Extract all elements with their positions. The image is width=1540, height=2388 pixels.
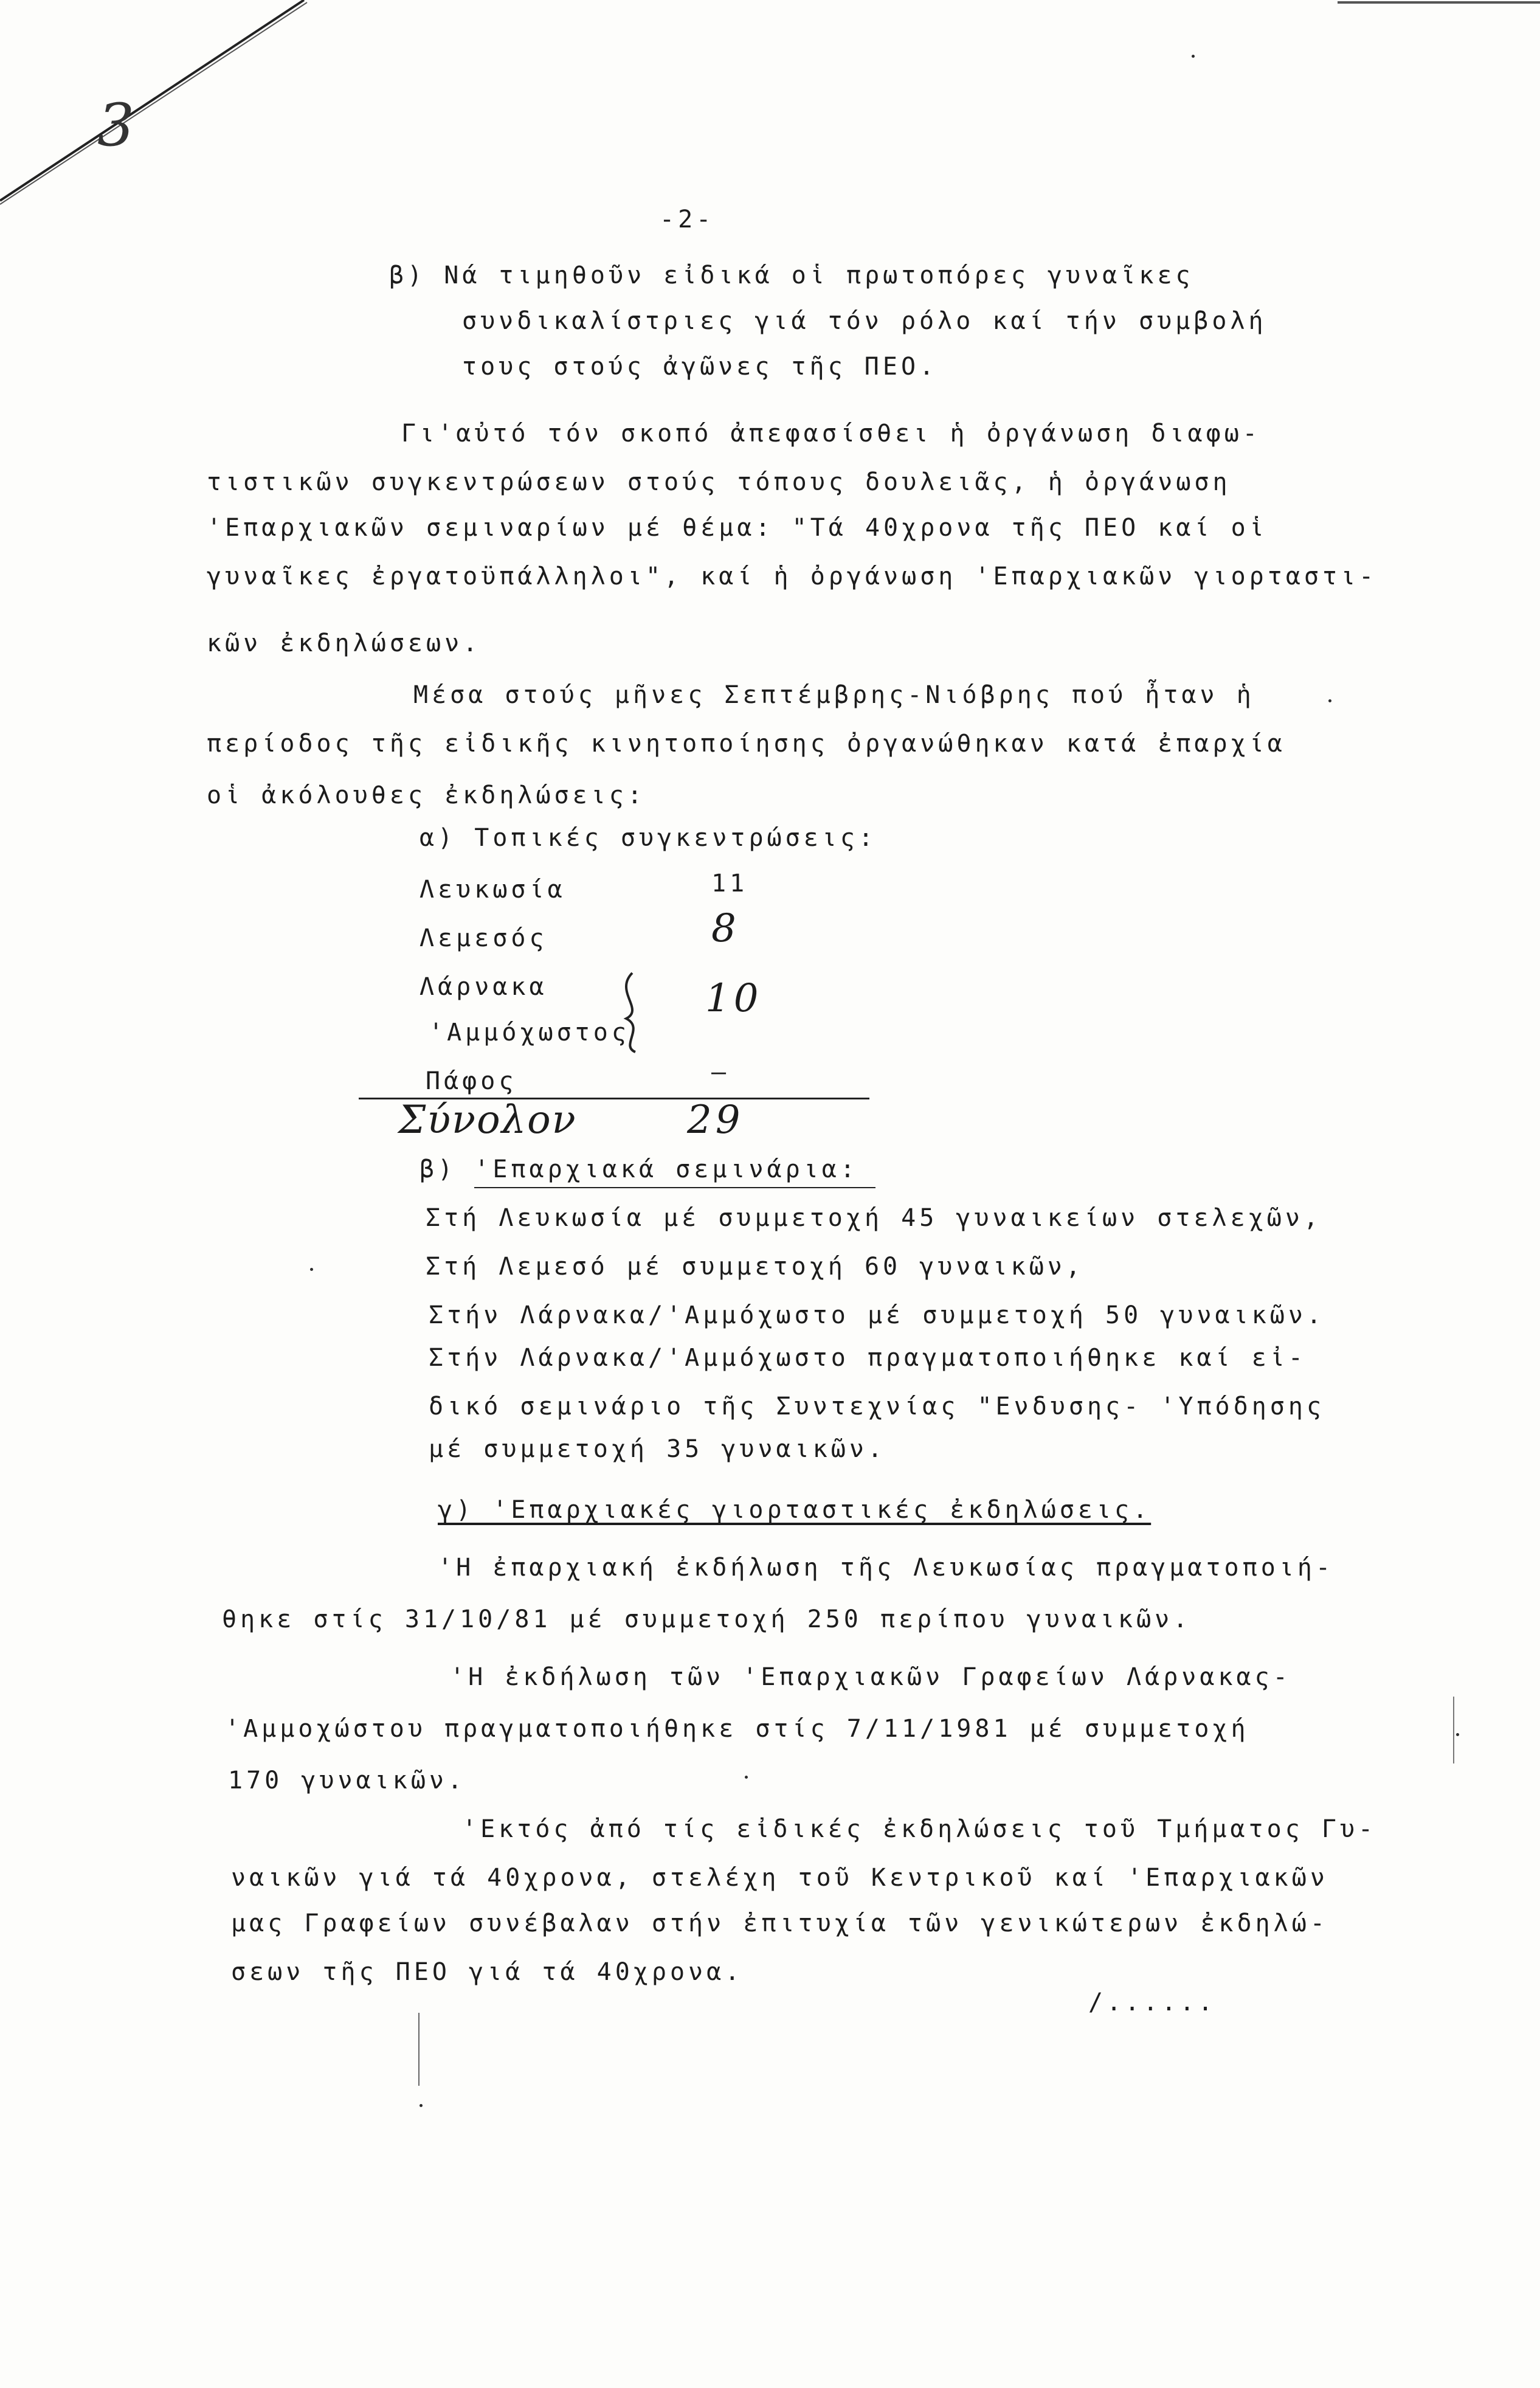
- place-larnaca: Λάρνακα: [420, 973, 548, 1001]
- scan-speck: [1456, 1733, 1459, 1736]
- section-b-line-1: Στή Λευκωσία μέ συμμετοχή 45 γυναικείων στελεχῶν,: [426, 1204, 1322, 1232]
- scan-speck: [745, 1776, 748, 1779]
- section-b-line-2: Στή Λεμεσό μέ συμμετοχή 60 γυναικῶν,: [426, 1253, 1084, 1281]
- continuation-mark: /......: [1088, 1988, 1217, 2016]
- section-c-para2-line-3: 170 γυναικῶν.: [228, 1767, 466, 1794]
- total-value: 29: [687, 1098, 744, 1143]
- place-nicosia: Λευκωσία: [420, 876, 566, 904]
- purpose-line-3: 'Επαρχιακῶν σεμιναρίων μέ θέμα: "Τά 40χρονα τῆς ΠΕΟ καί οἱ: [207, 514, 1268, 542]
- item-b-line-1: β) Νά τιμηθοῦν εἰδικά οἱ πρωτοπόρες γυναῖκες: [389, 261, 1194, 289]
- place-famagusta: 'Αμμόχωστος: [429, 1019, 630, 1047]
- grouping-brace: [608, 967, 657, 1058]
- count-larnaca-famagusta: 10: [705, 976, 762, 1021]
- count-limassol: 8: [711, 906, 740, 951]
- closing-line-1: 'Εκτός ἀπό τίς εἰδικές ἐκδηλώσεις τοῦ Τμήματος Γυ-: [462, 1815, 1377, 1843]
- purpose-line-5: κῶν ἐκδηλώσεων.: [207, 629, 482, 657]
- purpose-line-2: τιστικῶν συγκεντρώσεων στούς τόπους δουλειᾶς, ἡ ὀργάνωση: [207, 468, 1231, 496]
- top-scan-edge: [1338, 1, 1540, 4]
- period-line-2: περίοδος τῆς εἰδικῆς κινητοποίησης ὀργανώθηκαν κατά ἐπαρχία: [207, 730, 1286, 758]
- corner-scan-line: [0, 0, 316, 207]
- place-paphos: Πάφος: [426, 1067, 517, 1095]
- section-c-para1-line-2: θηκε στίς 31/10/81 μέ συμμετοχή 250 περίπου γυναικῶν.: [222, 1605, 1192, 1633]
- section-c-para2-line-1: 'Η ἐκδήλωση τῶν 'Επαρχιακῶν Γραφείων Λάρνακας-: [450, 1663, 1291, 1691]
- closing-line-4: σεων τῆς ΠΕΟ γιά τά 40χρονα.: [231, 1958, 744, 1986]
- section-b-line-6: μέ συμμετοχή 35 γυναικῶν.: [429, 1435, 886, 1463]
- section-c-para2-line-2: 'Αμμοχώστου πραγματοποιήθηκε στίς 7/11/1981 μέ συμμετοχή: [225, 1715, 1249, 1743]
- purpose-line-1: Γι'αὐτό τόν σκοπό ἀπεφασίσθει ἡ ὀργάνωση διαφω-: [401, 420, 1261, 448]
- scan-speck: [310, 1268, 313, 1271]
- scan-speck: [1328, 699, 1331, 702]
- section-c-heading: γ) 'Επαρχιακές γιορταστικές ἐκδηλώσεις.: [438, 1496, 1152, 1524]
- place-limassol: Λεμεσός: [420, 924, 548, 952]
- item-b-line-3: τους στούς ἀγῶνες τῆς ΠΕΟ.: [462, 353, 938, 381]
- section-b-heading: β) 'Επαρχιακά σεμινάρια:: [420, 1155, 858, 1183]
- corner-mark: 3: [97, 91, 135, 159]
- section-b-line-3: Στήν Λάρνακα/'Αμμόχωστο μέ συμμετοχή 50 γυναικῶν.: [429, 1301, 1325, 1329]
- closing-line-3: μας Γραφείων συνέβαλαν στήν ἐπιτυχία τῶν γενικώτερων ἐκδηλώ-: [231, 1909, 1328, 1937]
- period-line-3: οἱ ἀκόλουθες ἐκδηλώσεις:: [207, 781, 646, 809]
- section-c-para1-line-1: 'Η ἐπαρχιακή ἐκδήλωση τῆς Λευκωσίας πραγματοποιή-: [438, 1554, 1335, 1582]
- section-b-underline: [474, 1187, 875, 1188]
- scan-speck: [420, 2104, 423, 2107]
- total-label: Σύνολον: [398, 1098, 577, 1143]
- scan-mark-right: [1453, 1697, 1454, 1763]
- count-paphos: —: [711, 1058, 730, 1086]
- item-b-line-2: συνδικαλίστριες γιά τόν ρόλο καί τήν συμβολή: [462, 307, 1267, 335]
- scan-mark-vertical: [418, 2013, 420, 2086]
- section-b-line-4: Στήν Λάρνακα/'Αμμόχωστο πραγματοποιήθηκε καί εἰ-: [429, 1344, 1307, 1372]
- page-number: -2-: [660, 206, 715, 234]
- section-b-line-5: δικό σεμινάριο τῆς Συντεχνίας "Ενδυσης- 'Υπόδησης: [429, 1393, 1325, 1421]
- closing-line-2: ναικῶν γιά τά 40χρονα, στελέχη τοῦ Κεντρικοῦ καί 'Επαρχιακῶν: [231, 1864, 1328, 1892]
- period-line-1: Μέσα στούς μῆνες Σεπτέμβρης-Νιόβρης πού ἦταν ἡ: [413, 681, 1255, 709]
- count-nicosia: 11: [711, 870, 748, 898]
- scan-speck: [1192, 55, 1195, 58]
- purpose-line-4: γυναῖκες ἐργατοϋπάλληλοι", καί ἡ ὀργάνωση 'Επαρχιακῶν γιορταστι-: [207, 562, 1378, 590]
- section-a-heading: α) Τοπικές συγκεντρώσεις:: [420, 824, 877, 852]
